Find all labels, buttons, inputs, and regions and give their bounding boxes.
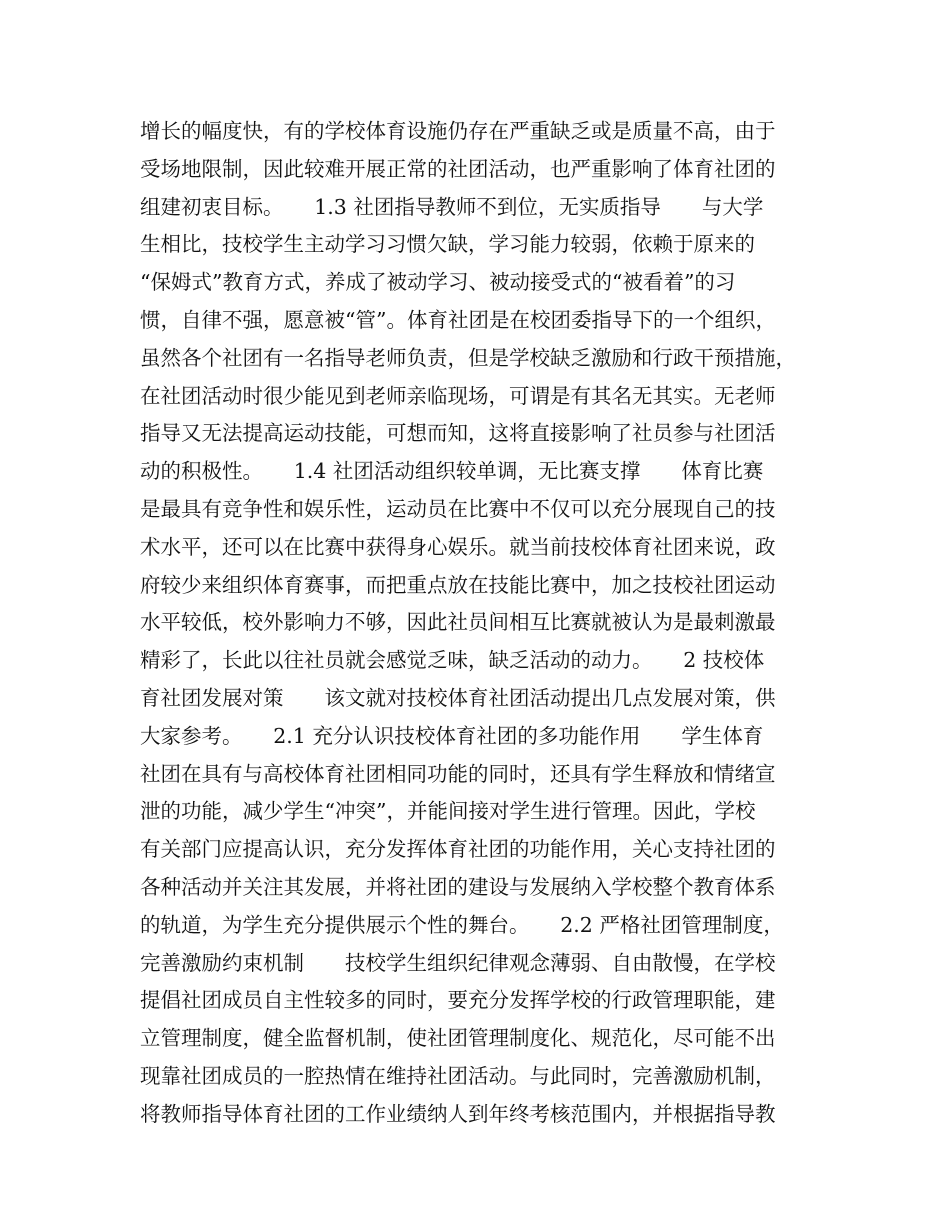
text-line: 府较少来组织体育赛事，而把重点放在技能比赛中，加之技校社团运动	[140, 572, 776, 597]
text-line: 生相比，技校学生主动学习习惯欠缺，学习能力较弱，依赖于原来的	[140, 232, 755, 257]
text-line: 有关部门应提高认识，充分发挥体育社团的功能作用，关心支持社团的	[140, 837, 776, 862]
text-line: 完善激励约束机制 技校学生组织纪律观念薄弱、自由散慢，在学校	[140, 950, 776, 975]
text-line: 在社团活动时很少能见到老师亲临现场，可谓是有其名无其实。无老师	[140, 383, 776, 408]
text-line: 是最具有竞争性和娱乐性，运动员在比赛中不仅可以充分展现自己的技	[140, 496, 776, 521]
text-line: 惯，自律不强，愿意被“管”。体育社团是在校团委指导下的一个组织，	[140, 307, 776, 332]
text-line: 各种活动并关注其发展，并将社团的建设与发展纳入学校整个教育体系	[140, 874, 776, 899]
text-line: 现靠社团成员的一腔热情在维持社团活动。与此同时，完善激励机制，	[140, 1063, 776, 1088]
text-line: 立管理制度，健全监督机制，使社团管理制度化、规范化，尽可能不出	[140, 1026, 776, 1051]
text-line: 大家参考。 2.1 充分认识技校体育社团的多功能作用 学生体育	[140, 723, 764, 748]
text-line: 术水平，还可以在比赛中获得身心娱乐。就当前技校体育社团来说，政	[140, 534, 776, 559]
text-line: 组建初衷目标。 1.3 社团指导教师不到位，无实质指导 与大学	[140, 194, 764, 219]
text-line: 受场地限制，因此较难开展正常的社团活动，也严重影响了体育社团的	[140, 156, 776, 181]
text-line: 的轨道，为学生充分提供展示个性的舞台。 2.2 严格社团管理制度，	[140, 912, 784, 937]
text-line: 虽然各个社团有一名指导老师负责，但是学校缺乏激励和行政干预措施，	[140, 345, 796, 370]
text-line: 动的积极性。 1.4 社团活动组织较单调，无比赛支撑 体育比赛	[140, 459, 764, 484]
text-line: 育社团发展对策 该文就对技校体育社团活动提出几点发展对策，供	[140, 685, 776, 710]
text-line: 精彩了，长此以往社员就会感觉乏味，缺乏活动的动力。 2 技校体	[140, 648, 765, 673]
text-line: 将教师指导体育社团的工作业绩纳人到年终考核范围内，并根据指导教	[140, 1101, 776, 1126]
text-line: 水平较低，校外影响力不够，因此社员间相互比赛就被认为是最刺激最	[140, 610, 776, 635]
text-line: 提倡社团成员自主性较多的同时，要充分发挥学校的行政管理职能，建	[140, 988, 776, 1013]
text-line: 泄的功能，减少学生“冲突”，并能间接对学生进行管理。因此，学校	[140, 799, 756, 824]
text-line: 指导又无法提高运动技能，可想而知，这将直接影响了社员参与社团活	[140, 421, 776, 446]
text-line: 增长的幅度快，有的学校体育设施仍存在严重缺乏或是质量不高，由于	[140, 119, 776, 143]
text-line: 社团在具有与高校体育社团相同功能的同时，还具有学生释放和情绪宣	[140, 761, 776, 786]
text-line: “保姆式”教育方式，养成了被动学习、被动接受式的“被看着”的习	[140, 270, 736, 295]
body-text	[140, 113, 820, 1134]
